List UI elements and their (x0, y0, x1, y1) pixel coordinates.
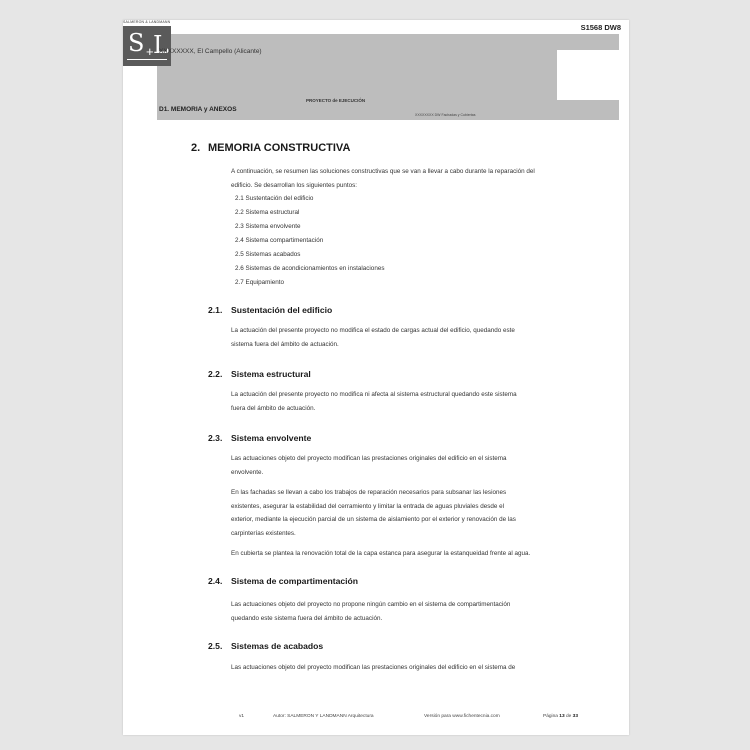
footer-page-number (543, 714, 578, 719)
logo-rule (127, 59, 167, 60)
page-label: Página (543, 714, 558, 719)
section-paragraph (231, 486, 597, 540)
list-item: 2.1 Sustentación del edificio (235, 195, 314, 202)
section-heading (208, 305, 332, 315)
section-title: Sistema de compartimentación (231, 576, 359, 586)
section-paragraph (231, 452, 597, 479)
logo-caption: SALMERON & LANDMANN (123, 20, 171, 24)
company-logo (123, 26, 171, 66)
project-phase: PROYECTO de EJECUCIÓN (306, 98, 366, 103)
paragraph-line: La actuación del presente proyecto no modifica el estado de cargas actual del edificio, quedando este (231, 327, 515, 334)
paragraph-line: En las fachadas se llevan a cabo los trabajos de reparación necesarios para subsanar las lesiones (231, 489, 507, 496)
paragraph-line: exterior, mediante la ejecución parcial de un sistema de aislamiento por el exterior y renovación de las (231, 516, 516, 523)
project-code: S1568 DW8 (580, 23, 621, 32)
logo-letter-s: S (128, 29, 145, 57)
document-subtitle: XXXXXXXX DW Fachadas y Cubiertas (415, 113, 476, 117)
section-number: 2.1. (208, 305, 223, 315)
paragraph-line: Las actuaciones objeto del proyecto no propone ningún cambio en el sistema de compartimentación (231, 601, 511, 608)
section-paragraph (231, 547, 597, 561)
intro-line: A continuación, se resumen las soluciones constructivas que se van a llevar a cabo durante la reparación del (231, 168, 535, 175)
list-item: 2.3 Sistema envolvente (235, 223, 301, 230)
section-heading (208, 641, 323, 651)
list-item: 2.5 Sistemas acabados (235, 251, 301, 258)
section-title: Sustentación del edificio (231, 305, 333, 315)
list-item: 2.6 Sistemas de acondicionamientos en instalaciones (235, 265, 385, 272)
section-heading (208, 576, 358, 586)
page-title-text: MEMORIA CONSTRUCTIVA (208, 142, 351, 154)
paragraph-line: envolvente. (231, 468, 264, 476)
section-heading (208, 433, 311, 443)
document-section: D1. MEMORIA y ANEXOS (159, 106, 237, 113)
paragraph-line: carpinterías existentes. (231, 529, 296, 537)
section-title: Sistema estructural (231, 369, 311, 379)
page-current: 13 (559, 714, 565, 719)
footer-version: v1 (239, 714, 245, 719)
paragraph-line: La actuación del presente proyecto no modifica ni afecta al sistema estructural quedando este sistema (231, 391, 517, 398)
page-total: 33 (572, 714, 578, 719)
list-item: 2.2 Sistema estructural (235, 209, 300, 216)
section-title: Sistemas de acabados (231, 641, 324, 651)
section-heading (208, 369, 311, 379)
section-number: 2.4. (208, 576, 223, 586)
logo-letter-l: L (153, 31, 169, 59)
paragraph-line: En cubierta se plantea la renovación total de la capa estanca para asegurar la estanqueidad frente al agua. (231, 550, 531, 557)
paragraph-line: quedando este sistema fuera del ámbito de actuación. (231, 614, 383, 622)
paragraph-line: Las actuaciones objeto del proyecto modifican las prestaciones originales del edificio en el sistema (231, 455, 507, 462)
footer-author: Autor: SALMERON Y LANDMANN Arquitectura (273, 714, 374, 719)
paragraph-line: Las actuaciones objeto del proyecto modifican las prestaciones originales del edificio en el sistema de (231, 664, 516, 671)
footer-site: Versión para www.fichentecnia.com (424, 714, 500, 719)
list-item: 2.4 Sistema compartimentación (235, 237, 324, 244)
section-paragraph (231, 661, 597, 675)
list-item: 2.7 Equipamiento (235, 279, 285, 286)
section-number: 2.5. (208, 641, 223, 651)
document-page (123, 20, 629, 735)
section-paragraph (231, 598, 597, 625)
section-number: 2.3. (208, 433, 223, 443)
page-title-number: 2. (191, 142, 201, 154)
project-address: XXXXXXXX, El Campello (Alicante) (159, 48, 262, 55)
section-paragraph (231, 324, 597, 351)
intro-paragraph (231, 165, 597, 192)
header-band-middle (157, 50, 557, 100)
page-title (191, 142, 350, 154)
section-title: Sistema envolvente (231, 433, 312, 443)
paragraph-line: fuera del ámbito de actuación. (231, 404, 316, 412)
section-paragraph (231, 388, 597, 415)
section-number: 2.2. (208, 369, 223, 379)
logo-plus: + (146, 44, 154, 59)
paragraph-line: sistema fuera del ámbito de actuación. (231, 340, 339, 348)
paragraph-line: existentes, asegurar la estabilidad del cerramiento y limitar la entrada de aguas pluviales desde el (231, 502, 505, 510)
intro-line: edificio. Se desarrollan los siguientes puntos: (231, 181, 358, 189)
page-of: de (565, 714, 572, 719)
